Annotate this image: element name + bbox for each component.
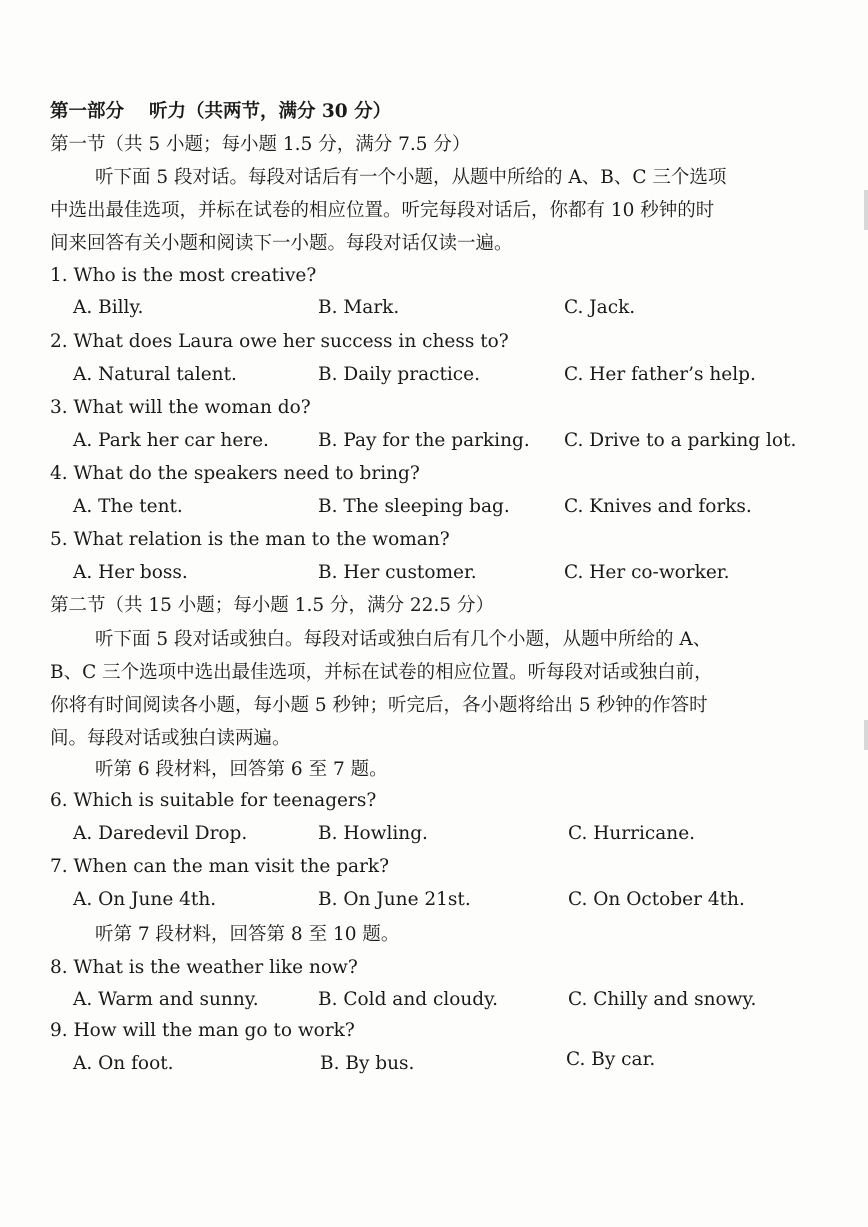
option-a: A. On June 4th. [73, 889, 217, 910]
question-stem: 4. What do the speakers need to bring? [50, 463, 420, 484]
section2-instructions-line: 听下面 5 段对话或独白。每段对话或独白后有几个小题，从题中所给的 A、 [95, 629, 712, 650]
option-c: C. Jack. [564, 297, 636, 318]
material-7-note: 听第 7 段材料，回答第 8 至 10 题。 [95, 924, 400, 945]
material-6-note: 听第 6 段材料，回答第 6 至 7 题。 [95, 759, 388, 780]
option-a: A. Billy. [73, 297, 144, 318]
question-stem: 7. When can the man visit the park? [50, 856, 390, 877]
option-a: A. Natural talent. [73, 364, 237, 385]
option-a: A. Daredevil Drop. [73, 823, 248, 844]
option-c: C. Knives and forks. [564, 496, 752, 517]
option-a: A. Park her car here. [73, 430, 269, 451]
option-b: B. Cold and cloudy. [318, 989, 499, 1010]
question-stem: 1. Who is the most creative? [50, 265, 317, 286]
option-c: C. Hurricane. [568, 823, 696, 844]
section1-heading: 第一节（共 5 小题；每小题 1.5 分，满分 7.5 分） [50, 134, 471, 155]
section2-heading: 第二节（共 15 小题；每小题 1.5 分，满分 22.5 分） [50, 595, 494, 616]
option-c: C. Her co-worker. [564, 562, 730, 583]
option-b: B. By bus. [320, 1053, 415, 1074]
scan-edge-mark [864, 720, 868, 750]
section2-instructions-line: 你将有时间阅读各小题，每小题 5 秒钟；听完后，各小题将给出 5 秒钟的作答时 [50, 695, 708, 716]
option-b: B. The sleeping bag. [318, 496, 510, 517]
section2-instructions-line: 间。每段对话或独白读两遍。 [50, 728, 291, 749]
option-b: B. Daily practice. [318, 364, 481, 385]
option-c: C. Her father’s help. [564, 364, 756, 385]
option-b: B. Her customer. [318, 562, 477, 583]
option-c: C. Chilly and snowy. [568, 989, 757, 1010]
question-stem: 9. How will the man go to work? [50, 1020, 355, 1041]
section2-instructions-line: B、C 三个选项中选出最佳选项，并标在试卷的相应位置。听每段对话或独白前， [50, 662, 713, 683]
option-c: C. Drive to a parking lot. [564, 430, 797, 451]
option-b: B. Mark. [318, 297, 400, 318]
option-c: C. On October 4th. [568, 889, 745, 910]
option-b: B. On June 21st. [318, 889, 471, 910]
question-stem: 2. What does Laura owe her success in chess to? [50, 331, 509, 352]
question-stem: 8. What is the weather like now? [50, 957, 358, 978]
option-a: A. Warm and sunny. [73, 989, 259, 1010]
section1-instructions-line: 听下面 5 段对话。每段对话后有一个小题，从题中所给的 A、B、C 三个选项 [95, 167, 727, 188]
section1-instructions-line: 中选出最佳选项，并标在试卷的相应位置。听完每段对话后，你都有 10 秒钟的时 [50, 200, 715, 221]
scan-edge-mark [864, 190, 868, 230]
option-c: C. By car. [566, 1049, 656, 1070]
section1-instructions-line: 间来回答有关小题和阅读下一小题。每段对话仅读一遍。 [50, 233, 513, 254]
question-stem: 6. Which is suitable for teenagers? [50, 790, 377, 811]
question-stem: 5. What relation is the man to the woman? [50, 529, 450, 550]
part-heading: 第一部分 听力（共两节，满分 30 分） [50, 101, 392, 122]
option-a: A. Her boss. [73, 562, 188, 583]
question-stem: 3. What will the woman do? [50, 397, 311, 418]
option-a: A. On foot. [73, 1053, 174, 1074]
option-a: A. The tent. [73, 496, 183, 517]
option-b: B. Pay for the parking. [318, 430, 530, 451]
option-b: B. Howling. [318, 823, 428, 844]
